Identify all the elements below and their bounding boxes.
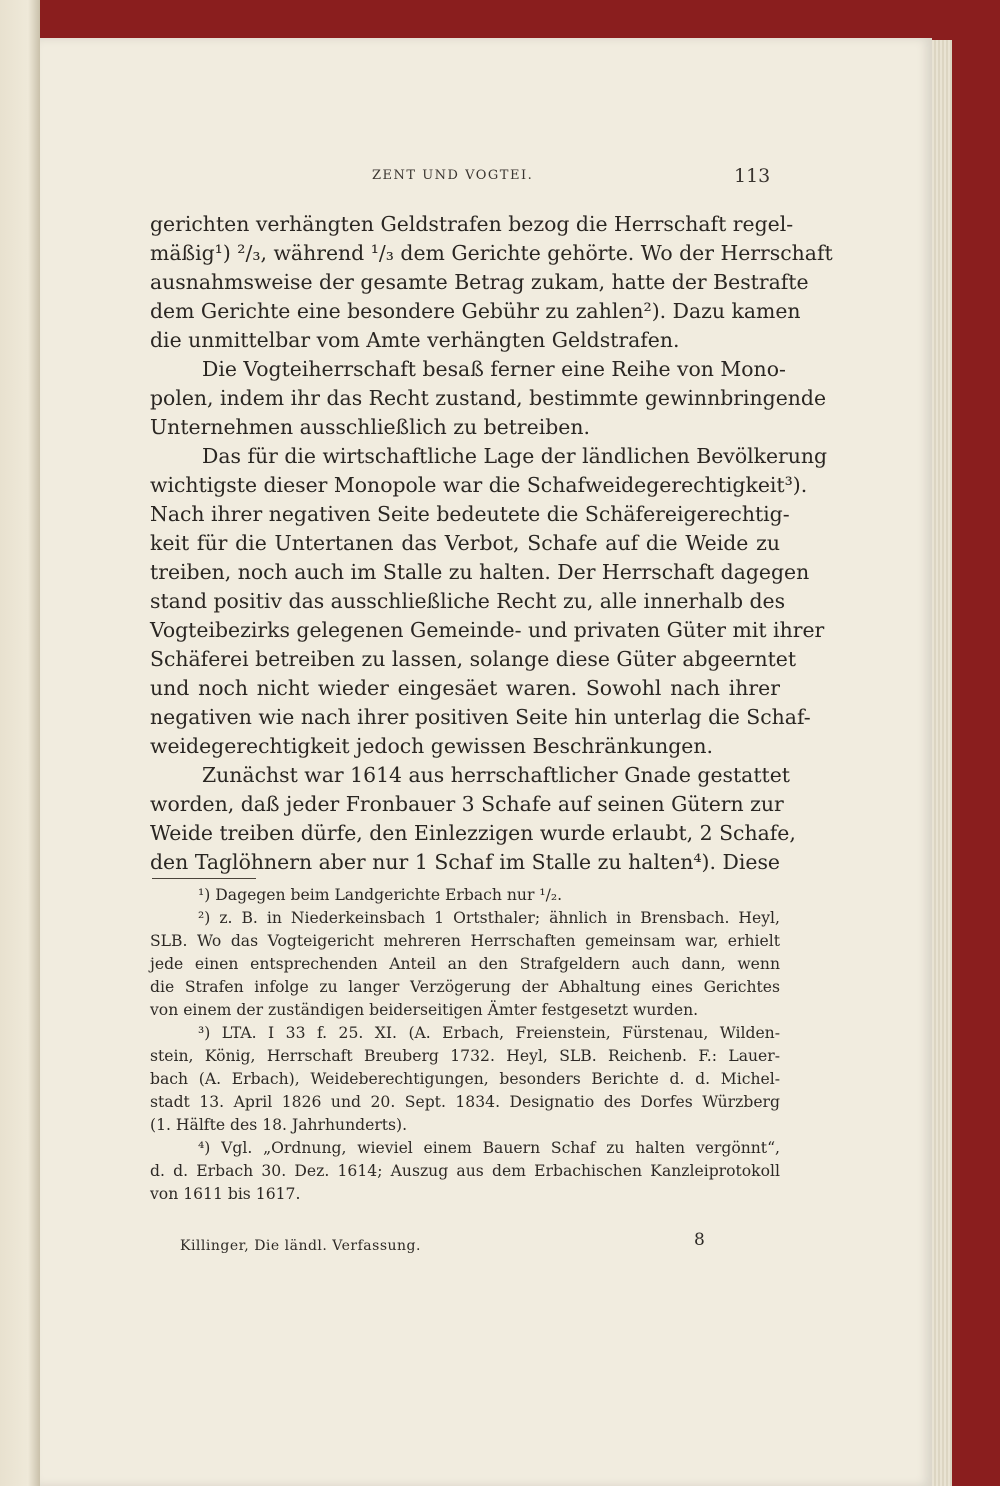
footnote-line: ²) z. B. in Niederkeinsbach 1 Ortsthaler; ähnlich in Brensbach. Heyl,: [198, 909, 780, 927]
footnote-line: von 1611 bis 1617.: [150, 1185, 301, 1203]
body-line: negativen wie nach ihrer positiven Seite hin unterlag die Schaf-: [150, 705, 811, 729]
footnote-line: (1. Hälfte des 18. Jahrhunderts).: [150, 1116, 408, 1134]
body-line: Die Vogteiherrschaft besaß ferner eine Reihe von Mono-: [202, 357, 786, 381]
body-line: Zunächst war 1614 aus herrschaftlicher Gnade gestattet: [202, 763, 790, 787]
footnote-line: die Strafen infolge zu langer Verzögerung der Abhaltung eines Gerichtes: [150, 978, 780, 996]
footnote-rule: [152, 878, 256, 879]
body-line: und noch nicht wieder eingesäet waren. Sowohl nach ihrer: [150, 676, 780, 700]
body-line: gerichten verhängten Geldstrafen bezog die Herrschaft regel-: [150, 212, 794, 236]
running-head: ZENT UND VOGTEI.: [372, 168, 534, 183]
footnote-line: von einem der zuständigen beiderseitigen Ämter festgesetzt wurden.: [150, 1001, 699, 1019]
footnote-line: d. d. Erbach 30. Dez. 1614; Auszug aus dem Erbachischen Kanzleiprotokoll: [150, 1162, 780, 1180]
page-edges: [932, 40, 952, 1486]
body-line: Das für die wirtschaftliche Lage der ländlichen Bevölkerung: [202, 444, 828, 468]
body-line: stand positiv das ausschließliche Recht zu, alle innerhalb des: [150, 589, 786, 613]
body-line: mäßig¹) ²/₃, während ¹/₃ dem Gerichte gehörte. Wo der Herrschaft: [150, 241, 833, 265]
book-gutter: [0, 0, 40, 1486]
body-line: treiben, noch auch im Stalle zu halten. Der Herrschaft dagegen: [150, 560, 810, 584]
footnotes: [150, 884, 780, 1206]
footnote-line: stein, König, Herrschaft Breuberg 1732. Heyl, SLB. Reichenb. F.: Lauer-: [150, 1047, 780, 1065]
body-line: ausnahmsweise der gesamte Betrag zukam, hatte der Bestrafte: [150, 270, 809, 294]
body-line: keit für die Untertanen das Verbot, Schafe auf die Weide zu: [150, 531, 780, 555]
sheet-number: 8: [694, 1230, 705, 1250]
footnote-line: SLB. Wo das Vogteigericht mehreren Herrschaften gemeinsam war, erhielt: [150, 932, 780, 950]
body-line: Schäferei betreiben zu lassen, solange diese Güter abgeerntet: [150, 647, 797, 671]
footnote-line: ⁴) Vgl. „Ordnung, wieviel einem Bauern Schaf zu halten vergönnt“,: [198, 1139, 780, 1157]
footnote-line: jede einen entsprechenden Anteil an den Strafgeldern auch dann, wenn: [150, 955, 780, 973]
body-line: Unternehmen ausschließlich zu betreiben.: [150, 415, 590, 439]
body-line: Weide treiben dürfe, den Einlezzigen wurde erlaubt, 2 Schafe,: [150, 821, 796, 845]
footnote-line: ³) LTA. I 33 f. 25. XI. (A. Erbach, Freienstein, Fürstenau, Wilden-: [198, 1024, 780, 1042]
body-line: die unmittelbar vom Amte verhängten Geldstrafen.: [150, 328, 680, 352]
footnote-line: bach (A. Erbach), Weideberechtigungen, besonders Berichte d. d. Michel-: [150, 1070, 780, 1088]
body-line: polen, indem ihr das Recht zustand, bestimmte gewinnbringende: [150, 386, 827, 410]
footnote-line: stadt 13. April 1826 und 20. Sept. 1834. Designatio des Dorfes Würzberg: [150, 1093, 780, 1111]
footnote-line: ¹) Dagegen beim Landgerichte Erbach nur ¹/₂.: [198, 886, 563, 904]
body-line: weidegerechtigkeit jedoch gewissen Beschränkungen.: [150, 734, 713, 758]
page-number: 113: [734, 165, 771, 187]
body-line: Nach ihrer negativen Seite bedeutete die Schäfereigerechtig-: [150, 502, 790, 526]
body-text: [150, 210, 833, 877]
body-line: dem Gerichte eine besondere Gebühr zu zahlen²). Dazu kamen: [150, 299, 801, 323]
body-line: worden, daß jeder Fronbauer 3 Schafe auf seinen Gütern zur: [150, 792, 784, 816]
body-line: den Taglöhnern aber nur 1 Schaf im Stalle zu halten⁴). Diese: [150, 850, 780, 874]
body-line: wichtigste dieser Monopole war die Schafweidegerechtigkeit³).: [150, 473, 808, 497]
footer-signature: Killinger, Die ländl. Verfassung.: [180, 1238, 421, 1254]
body-line: Vogteibezirks gelegenen Gemeinde- und privaten Güter mit ihrer: [150, 618, 825, 642]
